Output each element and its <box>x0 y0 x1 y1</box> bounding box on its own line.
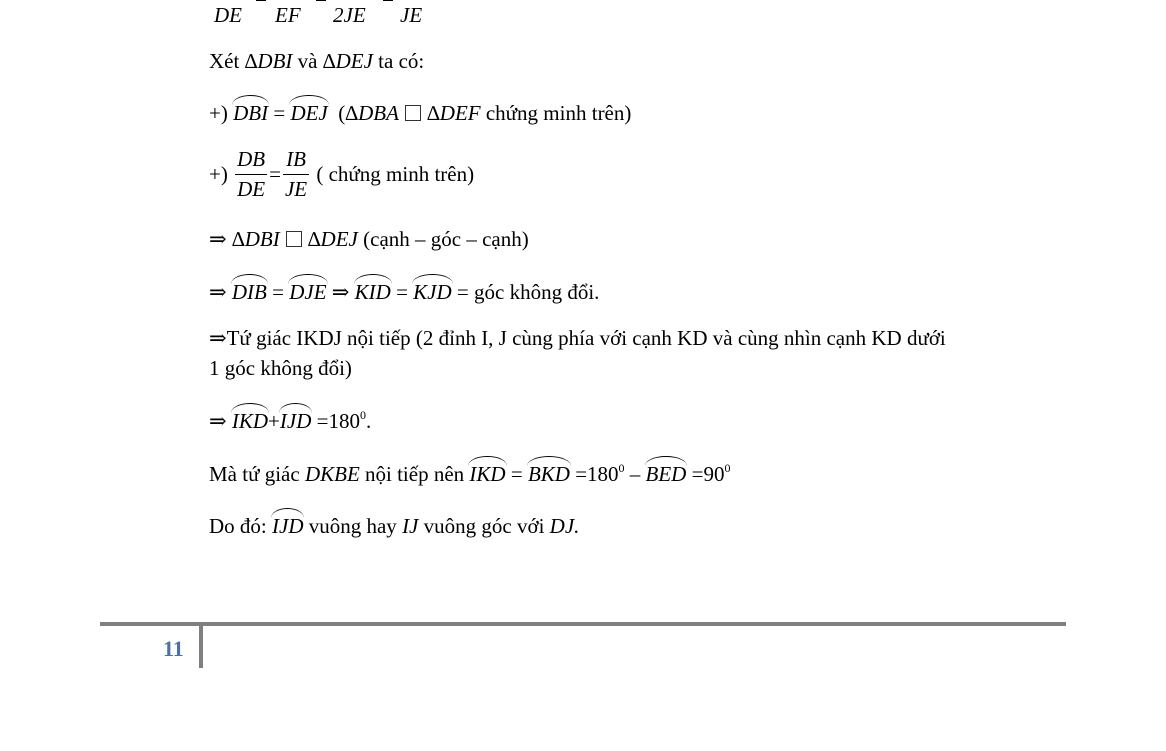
numerator: IB <box>283 147 309 175</box>
implies-icon: ⇒ <box>331 280 350 304</box>
equals: = <box>510 462 523 486</box>
equals: = <box>396 280 408 304</box>
value: 180 <box>587 462 619 486</box>
line-sum-180 <box>209 408 371 434</box>
angle-ijd: IJD <box>279 409 312 433</box>
footer-divider <box>100 622 1066 626</box>
equals: = <box>273 101 286 125</box>
paragraph-text: 1 góc không đổi) <box>209 356 352 380</box>
text: nội tiếp nên <box>359 462 470 486</box>
fraction-denominator-de: DE <box>214 3 242 27</box>
text: = góc không đổi. <box>451 280 600 304</box>
bullet: +) <box>209 101 228 125</box>
text: ta có: <box>372 49 425 73</box>
fraction-denominator-2je: 2JE <box>333 3 366 27</box>
implies-icon: ⇒ <box>209 409 227 433</box>
text: vuông hay <box>303 514 403 538</box>
line-similar <box>209 227 529 252</box>
text: Xét <box>209 49 245 73</box>
fraction-denominator-ef: EF <box>275 3 301 27</box>
segment-dj: DJ. <box>549 514 580 538</box>
angle-kjd: KJD <box>413 280 452 304</box>
angle-ikd: IKD <box>469 462 506 486</box>
triangle-def: ∆DEF <box>426 101 481 125</box>
angle-bed: BED <box>645 462 687 486</box>
text: chứng minh trên) <box>480 101 632 125</box>
text: Do đó: <box>209 514 272 538</box>
footer-vertical-bar <box>199 624 203 668</box>
similar-symbol-icon <box>405 105 421 121</box>
implies-icon: ⇒ <box>209 280 227 304</box>
fraction-bar-2 <box>316 0 326 1</box>
line-cyclic-cont <box>209 356 352 381</box>
page-number: 11 <box>163 636 184 661</box>
line-ratio <box>209 147 474 202</box>
angle-dej: DEJ <box>290 101 328 125</box>
equals: = <box>575 462 588 486</box>
text: Mà tứ giác <box>209 462 305 486</box>
line-cyclic <box>209 326 946 351</box>
text: vuông góc với <box>418 514 550 538</box>
line-xet <box>209 49 424 74</box>
quad-dkbe: DKBE <box>304 462 360 486</box>
paragraph-text: Tứ giác IKDJ nội tiếp (2 đỉnh I, J cùng phía với cạnh KD và cùng nhìn cạnh KD dưới <box>226 326 946 350</box>
triangle-dej: ∆DEJ <box>307 227 358 251</box>
equals: = <box>272 280 284 304</box>
line-angles <box>209 280 599 305</box>
angle-dib: DIB <box>231 280 267 304</box>
triangle-dba: ∆DBA <box>345 101 399 125</box>
minus: – <box>629 462 641 486</box>
denominator: JE <box>284 177 308 201</box>
paren: ( <box>338 101 346 125</box>
value: 90 <box>703 462 725 486</box>
plus: + <box>268 409 280 433</box>
angle-ikd: IKD <box>231 409 269 433</box>
line-angle-equality <box>209 101 631 126</box>
period: . <box>365 409 372 433</box>
text: (cạnh – góc – cạnh) <box>363 227 529 251</box>
equals: = <box>316 409 329 433</box>
line-conclusion <box>209 514 579 539</box>
equals: = <box>269 162 281 186</box>
angle-dbi: DBI <box>233 101 269 125</box>
implies-icon: ⇒ <box>209 326 227 350</box>
fraction-bar-3 <box>383 0 393 1</box>
triangle-dbi: ∆DBI <box>231 227 280 251</box>
triangle-dbi: ∆DBI <box>244 49 293 73</box>
value: 180 <box>328 409 360 433</box>
angle-dje: DJE <box>289 280 327 304</box>
degree: 0 <box>618 461 625 475</box>
fraction-db-de <box>235 147 267 202</box>
text: và <box>292 49 323 73</box>
fraction-denominator-je: JE <box>400 3 423 27</box>
fraction-ib-je <box>283 147 309 202</box>
line-ma <box>209 461 730 487</box>
fraction-bar-1 <box>256 0 266 1</box>
angle-ijd: IJD <box>272 514 304 538</box>
segment-ij: IJ <box>402 514 419 538</box>
angle-bkd: BKD <box>527 462 570 486</box>
bullet: +) <box>209 162 228 186</box>
degree: 0 <box>359 408 366 422</box>
equals: = <box>691 462 704 486</box>
degree: 0 <box>724 461 731 475</box>
implies-icon: ⇒ <box>209 227 227 251</box>
triangle-dej: ∆DEJ <box>322 49 373 73</box>
similar-symbol-icon <box>286 231 302 247</box>
numerator: DB <box>235 147 267 175</box>
text: ( chứng minh trên) <box>316 162 475 186</box>
angle-kid: KID <box>354 280 391 304</box>
denominator: DE <box>237 177 266 201</box>
